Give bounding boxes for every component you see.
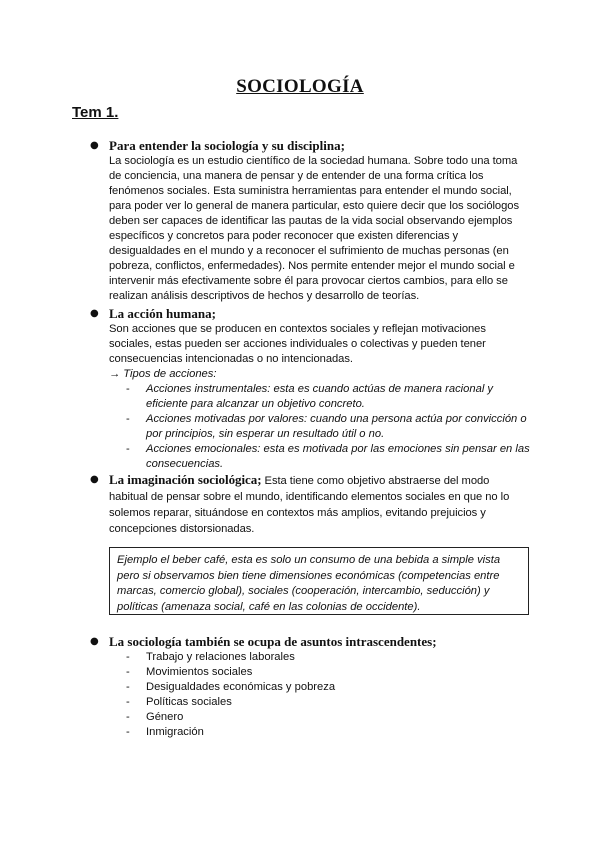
dash-icon: - bbox=[126, 413, 130, 425]
list-item-text: Acciones instrumentales: esta es cuando actúas de manera racional y eficiente para alcanzar un objetivo concreto. bbox=[146, 383, 494, 410]
topics-list bbox=[90, 650, 530, 740]
bullet-icon: ● bbox=[90, 636, 99, 647]
bullet-icon: ● bbox=[90, 474, 99, 485]
list-item bbox=[109, 695, 530, 710]
example-box: Ejemplo el beber café, esta es solo un consumo de una bebida a simple vista pero si observamos bien tiene dimensiones económicas (competencias entre marcas, comercio global), sociales (cooperación, intercambio, seducción) y políticas (amenaza social, café en las colonias de occidente). bbox=[109, 547, 529, 615]
section-heading: Para entender la sociología y su disciplina; bbox=[109, 138, 345, 153]
section-heading: La sociología también se ocupa de asuntos intrascendentes; bbox=[109, 634, 437, 649]
dash-icon: - bbox=[126, 651, 130, 663]
list-item-text: Género bbox=[146, 711, 184, 723]
section-paragraph: Esta tiene como objetivo abstraerse del modo habitual de pensar sobre el mundo, identificando elementos sociales en que no lo solemos reparar, situándose en contextos más amplios, evitando prejuicios y concepciones distorsionadas. bbox=[109, 475, 510, 535]
bullet-icon: ● bbox=[90, 140, 99, 151]
section-heading: La acción humana; bbox=[109, 306, 216, 321]
section-imaginacion-sociologica bbox=[90, 472, 530, 537]
list-item bbox=[109, 412, 530, 442]
list-item bbox=[109, 442, 530, 472]
dash-icon: - bbox=[126, 726, 130, 738]
list-item-text: Políticas sociales bbox=[146, 696, 232, 708]
section-paragraph-wrap bbox=[109, 472, 530, 537]
list-item bbox=[109, 650, 530, 665]
list-item-text: Acciones emocionales: esta es motivada por las emociones sin pensar en las consecuencias. bbox=[146, 443, 530, 470]
dash-icon: - bbox=[126, 383, 130, 395]
list-item bbox=[109, 382, 530, 412]
list-item bbox=[109, 710, 530, 725]
section-paragraph: Son acciones que se producen en contextos sociales y reflejan motivaciones sociales, estas pueden ser acciones individuales o colectivas y pueden tener consecuencias intencionadas o no intencionadas. bbox=[109, 323, 486, 365]
dash-icon: - bbox=[126, 666, 130, 678]
dash-icon: - bbox=[126, 711, 130, 723]
section-accion-humana bbox=[90, 306, 530, 472]
section-asuntos-intrascendentes bbox=[90, 634, 530, 740]
section-label: Tem 1. bbox=[72, 104, 119, 121]
section-sociologia-disciplina bbox=[90, 138, 530, 304]
list-item-text: Trabajo y relaciones laborales bbox=[146, 651, 295, 663]
list-item-text: Acciones motivadas por valores: cuando una persona actúa por convicción o por principios, sin esperar un resultado útil o no. bbox=[146, 413, 527, 440]
list-item bbox=[109, 725, 530, 740]
dash-icon: - bbox=[126, 681, 130, 693]
section-paragraph: La sociología es un estudio científico de la sociedad humana. Sobre todo una toma de conciencia, una manera de pensar y de entender de una forma crítica los fenómenos sociales. Esta suministra herramientas para entender el mundo social, para poder ver lo general de manera particular, esto quiere decir que los sociólogos deben ser capaces de identificar las pautas de la vida social observando ejemplos específicos y concretos para poder reconocer que existen diferencias y desigualdades en el mundo y a reconocer el sufrimiento de muchas personas (en pobreza, conflictos, enfermedades). Nos permite entender mejor el mundo social e intervenir más efectivamente sobre él para provocar ciertos cambios, para ello se realizan análisis descriptivos de hechos y desarrollo de teorías. bbox=[109, 155, 519, 302]
list-item bbox=[109, 680, 530, 695]
section-heading: La imaginación sociológica; bbox=[109, 472, 262, 487]
list-item-text: Desigualdades económicas y pobreza bbox=[146, 681, 336, 693]
document-title: SOCIOLOGÍA bbox=[236, 76, 364, 97]
dash-icon: - bbox=[126, 696, 130, 708]
list-item bbox=[109, 665, 530, 680]
list-item-text: Inmigración bbox=[146, 726, 204, 738]
dash-icon: - bbox=[126, 443, 130, 455]
action-types-list bbox=[90, 382, 530, 472]
list-item-text: Movimientos sociales bbox=[146, 666, 253, 678]
types-label: → Tipos de acciones: bbox=[109, 368, 217, 380]
bullet-icon: ● bbox=[90, 308, 99, 319]
